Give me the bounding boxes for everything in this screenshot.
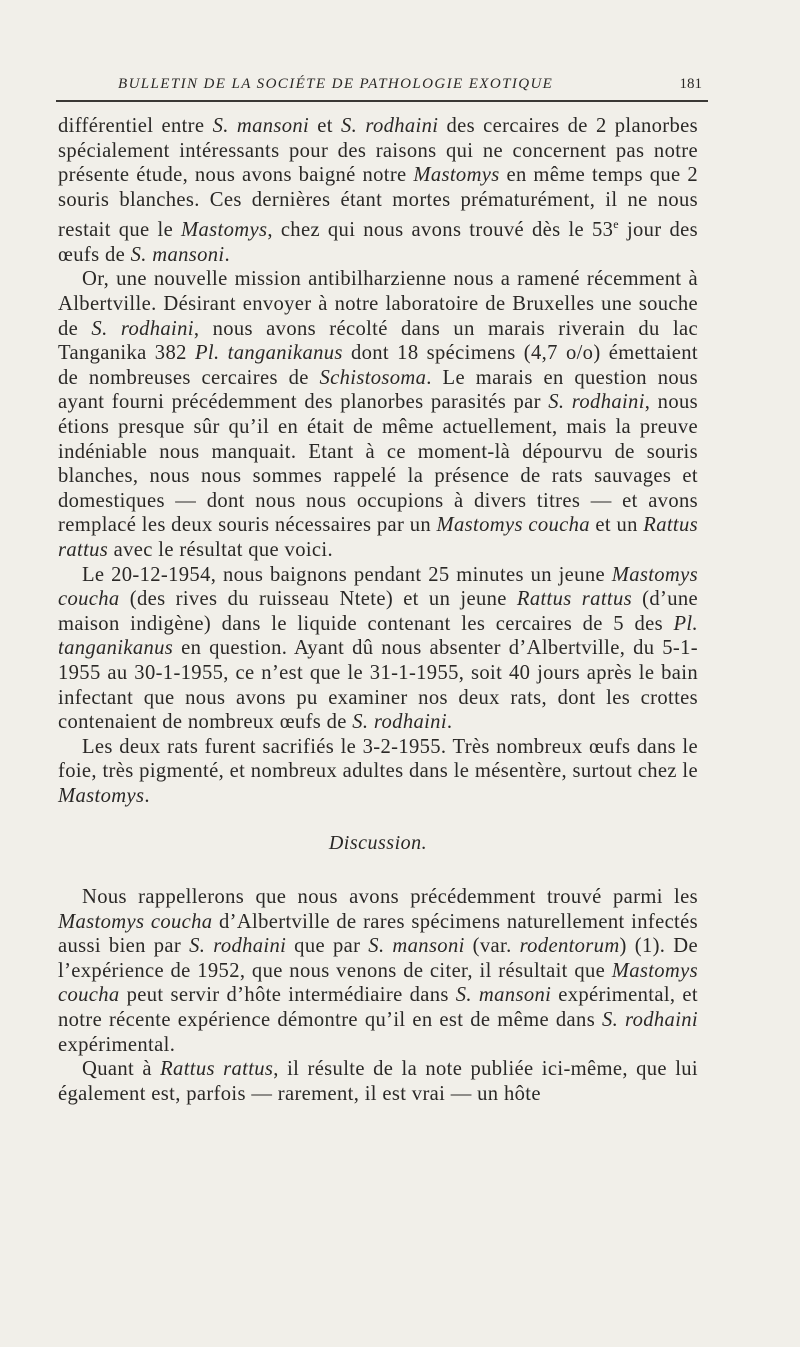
paragraph-5: Nous rappellerons que nous avons précédemment trouvé parmi les Mastomys coucha d’Albertville de rares spécimens naturellement infectés aussi bien par S. rodhaini que par S. mansoni (var. rodentorum) (1). De l’expérience de 1952, que nous venons de citer, il résultait que Mastomys coucha peut servir d’hôte intermédiaire dans S. mansoni expérimental, et notre récente expérience démontre qu’il en est de même dans S. rodhaini expérimental. (58, 886, 698, 1056)
journal-title: BULLETIN DE LA SOCIÉTE DE PATHOLOGIE EXOTIQUE (118, 76, 554, 92)
page-number: 181 (679, 76, 702, 92)
paragraph-3: Le 20-12-1954, nous baignons pendant 25 minutes un jeune Mastomys coucha (des rives du ruisseau Ntete) et un jeune Rattus rattus (d’une maison indigène) dans le liquide contenant les cercaires de 5 des Pl. tanganikanus en question. Ayant dû nous absenter d’Albertville, du 5-1-1955 au 30-1-1955, ce n’est que le 31-1-1955, soit 40 jours après le bain infectant que nous avons pu examiner nos deux rats, dont les crottes contenaient de nombreux œufs de S. rodhaini. (58, 563, 698, 734)
running-header (56, 70, 708, 102)
article-body (58, 114, 698, 1106)
paragraph-2: Or, une nouvelle mission antibilharzienne nous a ramené récemment à Albertville. Désirant envoyer à notre laboratoire de Bruxelles une souche de S. rodhaini, nous avons récolté dans un marais riverain du lac Tanganika 382 Pl. tanganikanus dont 18 spécimens (4,7 o/o) émettaient de nombreuses cercaires de Schistosoma. Le marais en question nous ayant fourni précédemment des planorbes parasités par S. rodhaini, nous étions presque sûr qu’il en était de même actuellement, mais la preuve indéniable nous manquait. Etant à ce moment-là dépourvu de souris blanches, nous nous sommes rappelé la présence de rats sauvages et domestiques — dont nous nous occupions à divers titres — et avons remplacé les deux souris nécessaires par un Mastomys coucha et un Rattus rattus avec le résultat que voici. (58, 268, 699, 561)
section-heading: Discussion. (328, 832, 428, 855)
paragraph-6: Quant à Rattus rattus, il résulte de la note publiée ici-même, que lui également est, parfois — rarement, il est vrai — un hôte (58, 1058, 698, 1105)
paragraph-1: différentiel entre S. mansoni et S. rodhaini des cercaires de 2 planorbes spécialement intéressants pour des raisons qui ne concernent pas notre présente étude, nous avons baigné notre Mastomys en même temps que 2 souris blanches. Ces dernières étant mortes prématurément, il ne nous restait que le Mastomys, chez qui nous avons trouvé dès le 53e jour des œufs de S. mansoni. (58, 115, 698, 266)
paragraph-4: Les deux rats furent sacrifiés le 3-2-1955. Très nombreux œufs dans le foie, très pigmenté, et nombreux adultes dans le mésentère, surtout chez le Mastomys. (58, 735, 698, 807)
